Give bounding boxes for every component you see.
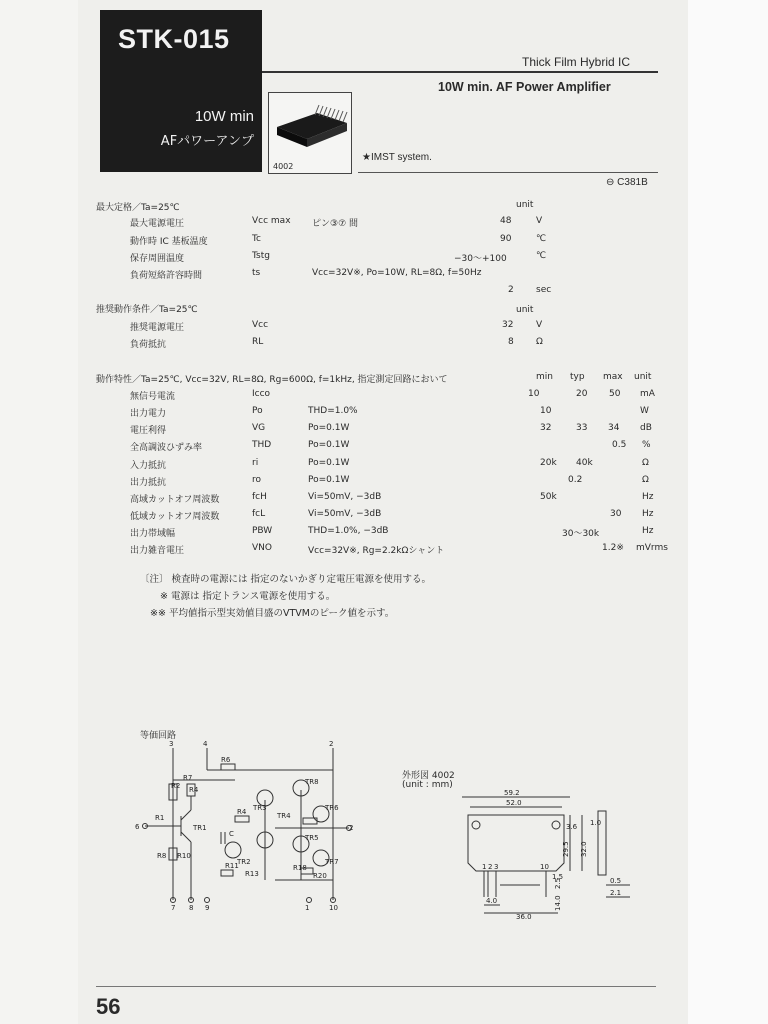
svg-text:1.5: 1.5 xyxy=(552,873,564,881)
table-row: 出力抵抗 ro Po=0.1W 0.2 Ω xyxy=(130,475,649,488)
svg-text:R11: R11 xyxy=(225,862,239,870)
svg-text:R7: R7 xyxy=(183,774,193,782)
svg-text:R4: R4 xyxy=(189,786,199,794)
table-row: 電圧利得 VG Po=0.1W 32 33 34 dB xyxy=(130,423,652,436)
svg-text:32.0: 32.0 xyxy=(580,841,588,857)
outline-title: 外形図 4002 xyxy=(402,771,455,781)
equivalent-circuit-diagram xyxy=(125,740,365,915)
svg-text:TR4: TR4 xyxy=(277,812,291,820)
svg-text:2.1: 2.1 xyxy=(610,889,622,897)
svg-text:2: 2 xyxy=(349,824,354,832)
table-row-continued: 2 sec xyxy=(508,285,552,295)
svg-text:R1: R1 xyxy=(155,814,165,822)
svg-text:6: 6 xyxy=(135,823,140,831)
feature-note: ★IMST system. xyxy=(362,152,432,163)
svg-text:R10: R10 xyxy=(177,852,191,860)
catalog-code: ⊖ C381B xyxy=(606,177,648,188)
ic-package-image xyxy=(269,93,351,155)
svg-text:2: 2 xyxy=(488,863,493,871)
product-description: 10W min. AF Power Amplifier xyxy=(438,80,611,94)
recommended-title: 推奨動作条件／Ta=25℃ xyxy=(96,305,198,315)
recommended-unit-header: unit xyxy=(516,305,534,315)
svg-text:TR1: TR1 xyxy=(193,824,207,832)
abs-max-title: 最大定格／Ta=25℃ xyxy=(96,203,180,213)
svg-text:TR8: TR8 xyxy=(305,778,319,786)
package-photo xyxy=(268,92,352,174)
feature-rule xyxy=(358,172,658,173)
category-label: Thick Film Hybrid IC xyxy=(522,55,631,69)
characteristics-header: 動作特性／Ta=25℃, Vcc=32V, RL=8Ω, Rg=600Ω, f=1kHz, 指定測定回路において min typ max unit xyxy=(96,372,652,385)
outline-unit: (unit : mm) xyxy=(402,780,453,790)
table-row: 全高調波ひずみ率 THD Po=0.1W 0.5 % xyxy=(130,440,651,453)
table-row: 最大電源電圧 Vcc max ピン③⑦ 間 48 V xyxy=(130,216,543,229)
table-row: 出力帯域幅 PBW THD=1.0%, −3dB 30〜30k Hz xyxy=(130,526,654,539)
svg-text:10: 10 xyxy=(329,904,338,912)
svg-text:9: 9 xyxy=(205,904,210,912)
svg-text:R6: R6 xyxy=(221,756,231,764)
abs-max-unit-header: unit xyxy=(516,200,534,210)
svg-text:4: 4 xyxy=(203,740,208,748)
svg-text:R18: R18 xyxy=(293,864,307,872)
svg-text:10: 10 xyxy=(540,863,549,871)
svg-text:0.5: 0.5 xyxy=(610,877,622,885)
svg-text:2.5: 2.5 xyxy=(554,877,562,889)
characteristics-title: 動作特性／Ta=25℃, Vcc=32V, RL=8Ω, Rg=600Ω, f=1kHz, 指定測定回路において xyxy=(96,375,448,385)
table-row: 入力抵抗 ri Po=0.1W 20k 40k Ω xyxy=(130,458,649,471)
table-row: 負荷短絡許容時間 ts Vcc=32V※, Po=10W, RL=8Ω, f=50Hz xyxy=(130,268,482,281)
table-row: 動作時 IC 基板温度 Tc 90 ℃ xyxy=(130,234,547,247)
svg-text:R4: R4 xyxy=(237,808,247,816)
svg-text:TR2: TR2 xyxy=(237,858,251,866)
svg-text:29.5: 29.5 xyxy=(562,841,570,857)
svg-text:R13: R13 xyxy=(245,870,259,878)
svg-text:TR7: TR7 xyxy=(325,858,339,866)
outline-drawing xyxy=(440,785,640,920)
package-code: 4002 xyxy=(273,162,294,171)
table-row: 出力電力 Po THD=1.0% 10 W xyxy=(130,406,649,419)
table-row: 低域カットオフ周波数 fcL Vi=50mV, −3dB 30 Hz xyxy=(130,509,654,522)
svg-text:7: 7 xyxy=(171,904,176,912)
svg-text:14.0: 14.0 xyxy=(554,895,562,911)
title-block xyxy=(100,10,262,172)
svg-text:C: C xyxy=(229,830,234,838)
note-3: ※※ 平均値指示型実効値目盛のVTVMのピーク値を示す。 xyxy=(150,608,395,619)
svg-text:3: 3 xyxy=(169,740,174,748)
footer-rule xyxy=(96,986,656,987)
svg-text:TR6: TR6 xyxy=(325,804,339,812)
svg-text:R8: R8 xyxy=(157,852,167,860)
page-number: 56 xyxy=(96,994,121,1019)
svg-text:36.0: 36.0 xyxy=(516,913,532,920)
svg-text:TR3: TR3 xyxy=(253,804,267,812)
subtitle-en: 10W min xyxy=(194,108,254,125)
svg-text:59.2: 59.2 xyxy=(504,789,520,797)
table-row: 出力雑音電圧 VNO Vcc=32V※, Rg=2.2kΩシャント 1.2※ mVrms xyxy=(130,543,668,556)
svg-text:1: 1 xyxy=(482,863,487,871)
svg-text:R20: R20 xyxy=(313,872,327,880)
note-1: 〔注〕 検査時の電源には 指定のないかぎり定電圧電源を使用する。 xyxy=(140,574,432,585)
svg-text:2: 2 xyxy=(329,740,334,748)
svg-text:8: 8 xyxy=(189,904,194,912)
table-row: 推奨電源電圧 Vcc 32 V xyxy=(130,320,543,333)
svg-text:3.6: 3.6 xyxy=(566,823,578,831)
svg-text:TR5: TR5 xyxy=(305,834,319,842)
part-number: STK-015 xyxy=(118,24,230,54)
subtitle-jp: AFパワーアンプ xyxy=(160,134,254,149)
svg-text:1: 1 xyxy=(305,904,310,912)
circuit-title: 等価回路 xyxy=(140,731,177,741)
table-row: 高域カットオフ周波数 fcH Vi=50mV, −3dB 50k Hz xyxy=(130,492,654,505)
svg-text:1.0: 1.0 xyxy=(590,819,602,827)
table-row: 保存周囲温度 Tstg −30〜+100 ℃ xyxy=(130,251,547,264)
svg-text:R2: R2 xyxy=(171,782,181,790)
table-row: 負荷抵抗 RL 8 Ω xyxy=(130,337,543,350)
table-row: 無信号電流 Icco 10 20 50 mA xyxy=(130,389,655,402)
svg-text:52.0: 52.0 xyxy=(506,799,522,807)
svg-text:3: 3 xyxy=(494,863,499,871)
svg-text:4.0: 4.0 xyxy=(486,897,498,905)
note-2: ※ 電源は 指定トランス電源を使用する。 xyxy=(160,591,336,602)
header-rule xyxy=(262,71,658,73)
